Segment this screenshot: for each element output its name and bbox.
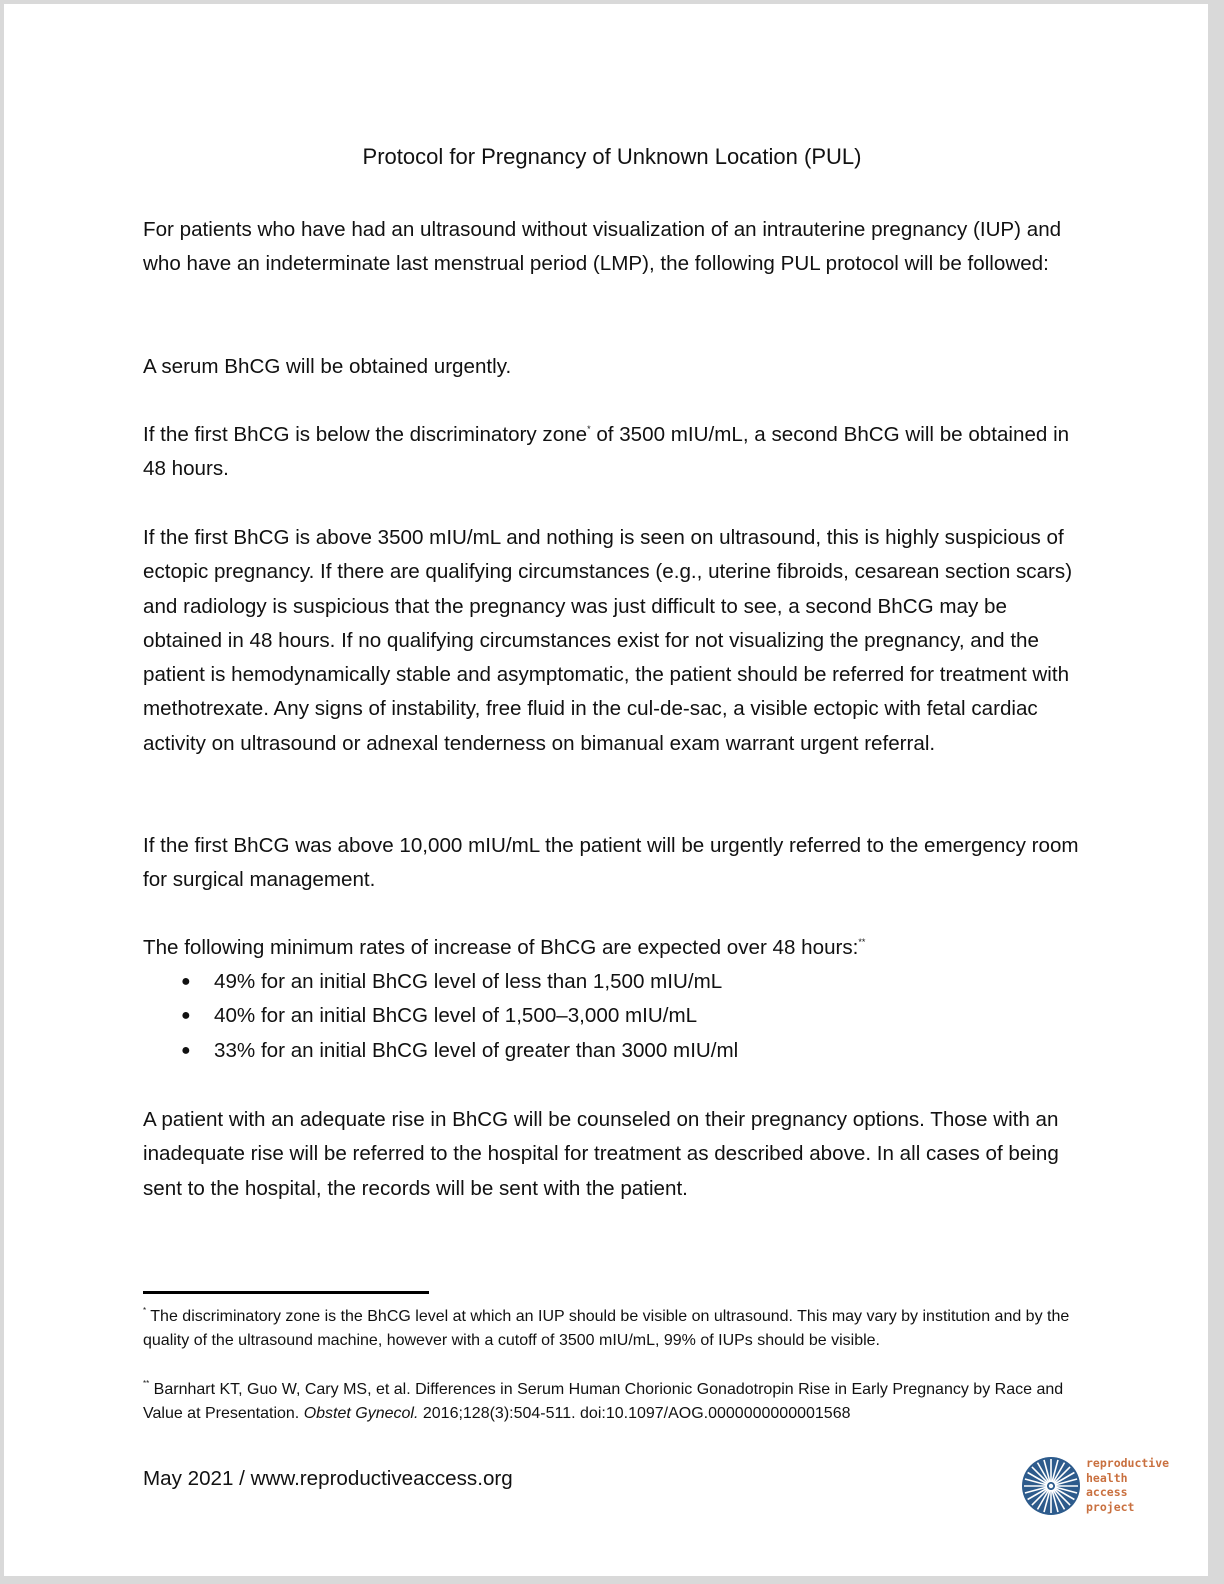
rates-list	[143, 965, 738, 1068]
footnote-2	[143, 1378, 1073, 1426]
footnote-1-text: The discriminatory zone is the BhCG level at which an IUP should be visible on ultrasound. This may vary by institution and by the quality of the ultrasound machine, however with a cutoff of 3500 mIU/mL, 99% of IUPs should be visible.	[143, 1308, 1070, 1349]
rate-text: 40% for an initial BhCG level of 1,500–3,000 mIU/mL	[214, 1004, 698, 1028]
list-item	[143, 965, 738, 999]
below-zone-text-a: If the first BhCG is below the discriminatory zone	[143, 423, 588, 446]
footnote-2-text-b: 2016;128(3):504-511. doi:10.1097/AOG.0000000000001568	[418, 1405, 851, 1422]
document-title: Protocol for Pregnancy of Unknown Location (PUL)	[362, 144, 862, 169]
footnote-2-text-a: Barnhart KT, Guo W, Cary MS, et al. Differences in Serum Human Chorionic Gonadotropin Rise in Early Pregnancy by Race and Value at Presentation.	[143, 1381, 1064, 1422]
intro-paragraph: For patients who have had an ultrasound without visualization of an intrauterine pregnancy (IUP) and who have an indeterminate last menstrual period (LMP), the following PUL protocol will be followed:	[143, 218, 1062, 276]
above-zone-paragraph: If the first BhCG is above 3500 mIU/mL and nothing is seen on ultrasound, this is highly suspicious of ectopic pregnancy. If there are qualifying circumstances (e.g., uterine fibroids, cesarean section scars) and radiology is suspicious that the pregnancy was just difficult to see, a second BhCG may be obtained in 48 hours. If no qualifying circumstances exist for not visualizing the pregnancy, and the patient is hemodynamically stable and asymptomatic, the patient should be referred for treatment with methotrexate. Any signs of instability, free fluid in the cul-de-sac, a visible ectopic with fetal cardiac activity on ultrasound or adnexal tenderness on bimanual exam warrant urgent referral.	[143, 526, 1073, 755]
rate-text: 33% for an initial BhCG level of greater than 3000 mIU/ml	[214, 1038, 739, 1062]
logo-line: health	[1086, 1470, 1128, 1485]
rates-intro	[143, 931, 1083, 965]
bullet-icon: ●	[181, 1041, 191, 1059]
list-item	[143, 1034, 738, 1068]
footnote-1	[143, 1305, 1073, 1353]
bullet-icon: ●	[181, 973, 191, 990]
rate-text: 49% for an initial BhCG level of less than 1,500 mIU/mL	[214, 970, 723, 993]
logo-line: project	[1086, 1499, 1135, 1514]
closing-paragraph: A patient with an adequate rise in BhCG will be counseled on their pregnancy options. Those with an inadequate rise will be referred to the hospital for treatment as described above. In all cases of being sent to the hospital, the records will be sent with the patient.	[143, 1108, 1059, 1200]
footnote-2-mark: **	[143, 1379, 150, 1388]
footnote-1-mark: *	[143, 1306, 147, 1315]
footnote-ref-1: *	[587, 424, 591, 434]
above-10000-paragraph: If the first BhCG was above 10,000 mIU/mL the patient will be urgently referred to the emergency room for surgical management.	[143, 834, 1079, 892]
bullet-icon: ●	[181, 1007, 191, 1025]
footnote-divider	[143, 1291, 429, 1294]
footnote-2-journal: Obstet Gynecol.	[303, 1405, 419, 1422]
serum-paragraph: A serum BhCG will be obtained urgently.	[143, 355, 512, 378]
list-item	[143, 999, 738, 1033]
rates-intro-text: The following minimum rates of increase of BhCG are expected over 48 hours:	[143, 936, 859, 959]
below-zone-paragraph	[143, 418, 1083, 487]
logo-line: access	[1086, 1485, 1128, 1499]
footer-date-url: May 2021 / www.reproductiveaccess.org	[143, 1467, 513, 1490]
footnote-ref-2: **	[858, 937, 866, 947]
logo-line: reproductive	[1086, 1456, 1170, 1470]
below-zone-text-b: of 3500 mIU/mL, a second BhCG will be obtained in 48 hours.	[143, 423, 1070, 481]
logo-text	[1086, 1456, 1169, 1514]
